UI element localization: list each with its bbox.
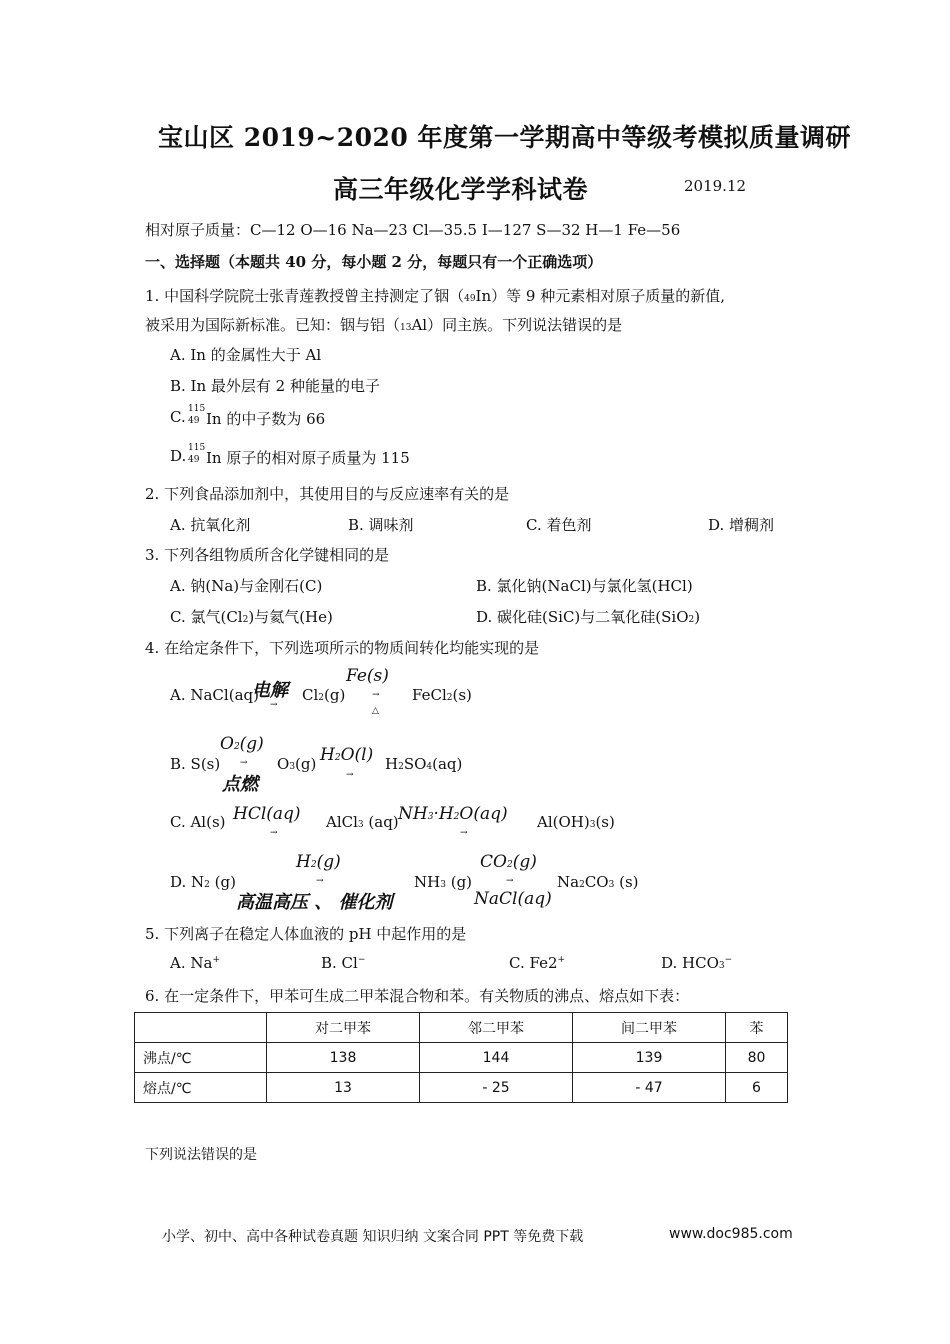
table-header-cell: 对二甲苯 bbox=[267, 1013, 420, 1043]
table-cell: 13 bbox=[267, 1073, 420, 1103]
q2-option-a: A. 抗氧化剂 bbox=[170, 516, 251, 534]
table-header-cell: 苯 bbox=[726, 1013, 788, 1043]
q4-stem: 4. 在给定条件下，下列选项所示的物质间转化均能实现的是 bbox=[145, 639, 540, 657]
q4-c-condition-1: HCl(aq) bbox=[233, 804, 301, 824]
exam-title-line1: 宝山区 2019~2020 年度第一学期高中等级考模拟质量调研 bbox=[158, 123, 852, 152]
table-cell: 熔点/℃ bbox=[135, 1073, 267, 1103]
q1-option-a: A. In 的金属性大于 Al bbox=[170, 346, 322, 364]
q4-d-condition-2-below: NaCl(aq) bbox=[474, 889, 552, 909]
q5-stem: 5. 下列离子在稳定人体血液的 pH 中起作用的是 bbox=[145, 925, 467, 943]
q4-a-condition-1: 电解 bbox=[252, 680, 288, 701]
q4-b-condition-1-below: 点燃 bbox=[222, 774, 258, 795]
atomic-mass-line: 相对原子质量：C—12 O—16 Na—23 Cl—35.5 I—127 S—32 H—1 Fe—56 bbox=[145, 221, 681, 239]
q5-option-c: C. Fe2+ bbox=[509, 954, 566, 972]
table-cell: 6 bbox=[726, 1073, 788, 1103]
q4-a-product: FeCl2(s) bbox=[412, 686, 472, 704]
table-cell: 80 bbox=[726, 1043, 788, 1073]
q5-option-b: B. Cl− bbox=[321, 954, 366, 972]
footer-url[interactable]: www.doc985.com bbox=[669, 1226, 793, 1242]
q4-c-product: Al(OH)3(s) bbox=[537, 813, 615, 831]
table-cell: - 25 bbox=[420, 1073, 573, 1103]
q4-b-arrow-2: → bbox=[346, 770, 354, 780]
q4-b-condition-2: H2O(l) bbox=[320, 745, 374, 765]
q4-d-condition-2: CO2(g) bbox=[480, 852, 537, 872]
q4-b-intermediate: O3(g) bbox=[277, 755, 317, 773]
q4-a-condition-2: Fe(s) bbox=[346, 666, 389, 686]
q1-stem-line1: 1. 中国科学院院士张青莲教授曾主持测定了铟（49In）等 9 种元素相对原子质量的新值, bbox=[145, 287, 725, 305]
q4-a-arrow-2: → bbox=[372, 690, 380, 700]
q4-d-arrow-1: → bbox=[316, 876, 324, 886]
q6-stem: 6. 在一定条件下，甲苯可生成二甲苯混合物和苯。有关物质的沸点、熔点如下表： bbox=[145, 987, 690, 1005]
q4-d-condition-1-below: 高温高压 、 催化剂 bbox=[236, 892, 393, 913]
q4-c-intermediate: AlCl3 (aq) bbox=[326, 813, 399, 831]
q4-b-condition-1: O2(g) bbox=[220, 734, 264, 754]
q4-d-condition-1: H2(g) bbox=[296, 852, 341, 872]
q6-properties-table bbox=[134, 1012, 788, 1103]
exam-title-line2: 高三年级化学学科试卷 bbox=[333, 175, 589, 204]
q4-c-reactant: C. Al(s) bbox=[170, 813, 226, 831]
q4-c-arrow-1: → bbox=[270, 828, 278, 838]
q4-a-reactant: A. NaCl(aq) bbox=[170, 686, 259, 704]
section-heading: 一、选择题（本题共 40 分，每小题 2 分，每题只有一个正确选项） bbox=[145, 253, 603, 271]
exam-date: 2019.12 bbox=[684, 177, 747, 195]
q6-followup: 下列说法错误的是 bbox=[145, 1147, 257, 1163]
q2-option-d: D. 增稠剂 bbox=[708, 516, 775, 534]
q2-stem: 2. 下列食品添加剂中，其使用目的与反应速率有关的是 bbox=[145, 485, 510, 503]
q4-a-intermediate: Cl2(g) bbox=[302, 686, 346, 704]
table-header-cell: 间二甲苯 bbox=[573, 1013, 726, 1043]
q4-d-intermediate: NH3 (g) bbox=[414, 873, 473, 891]
q4-a-arrow-1: → bbox=[270, 700, 278, 710]
table-header-cell bbox=[135, 1013, 267, 1043]
q4-b-reactant: B. S(s) bbox=[170, 755, 221, 773]
q4-c-arrow-2: → bbox=[460, 828, 468, 838]
q3-option-a: A. 钠(Na)与金刚石(C) bbox=[170, 577, 323, 595]
q3-option-b: B. 氯化钠(NaCl)与氯化氢(HCl) bbox=[476, 577, 693, 595]
table-header-cell: 邻二甲苯 bbox=[420, 1013, 573, 1043]
table-row bbox=[135, 1073, 788, 1103]
q5-option-d: D. HCO3− bbox=[661, 954, 733, 972]
q4-d-product: Na2CO3 (s) bbox=[557, 873, 639, 891]
table-cell: - 47 bbox=[573, 1073, 726, 1103]
q4-c-condition-2: NH3·H2O(aq) bbox=[398, 804, 508, 824]
q3-option-c: C. 氯气(Cl2)与氦气(He) bbox=[170, 608, 333, 626]
q4-d-arrow-2: → bbox=[506, 876, 514, 886]
table-row bbox=[135, 1043, 788, 1073]
q3-option-d: D. 碳化硅(SiC)与二氧化硅(SiO2) bbox=[476, 608, 701, 626]
table-cell: 沸点/℃ bbox=[135, 1043, 267, 1073]
q2-option-b: B. 调味剂 bbox=[348, 516, 414, 534]
q4-a-heat-symbol: △ bbox=[372, 706, 379, 716]
footer-text: 小学、初中、高中各种试卷真题 知识归纳 文案合同 PPT 等免费下载 bbox=[162, 1229, 584, 1245]
q4-d-reactant: D. N2 (g) bbox=[170, 873, 236, 891]
q1-option-b: B. In 最外层有 2 种能量的电子 bbox=[170, 377, 380, 395]
table-cell: 144 bbox=[420, 1043, 573, 1073]
q2-option-c: C. 着色剂 bbox=[526, 516, 592, 534]
q4-b-arrow-1: → bbox=[240, 758, 248, 768]
q5-option-a: A. Na+ bbox=[170, 954, 220, 972]
table-header-row bbox=[135, 1013, 788, 1043]
table-cell: 139 bbox=[573, 1043, 726, 1073]
q1-stem-line2: 被采用为国际新标准。已知：铟与铝（13Al）同主族。下列说法错误的是 bbox=[145, 316, 623, 334]
q3-stem: 3. 下列各组物质所含化学键相同的是 bbox=[145, 546, 390, 564]
q4-b-product: H2SO4(aq) bbox=[385, 755, 463, 773]
table-cell: 138 bbox=[267, 1043, 420, 1073]
